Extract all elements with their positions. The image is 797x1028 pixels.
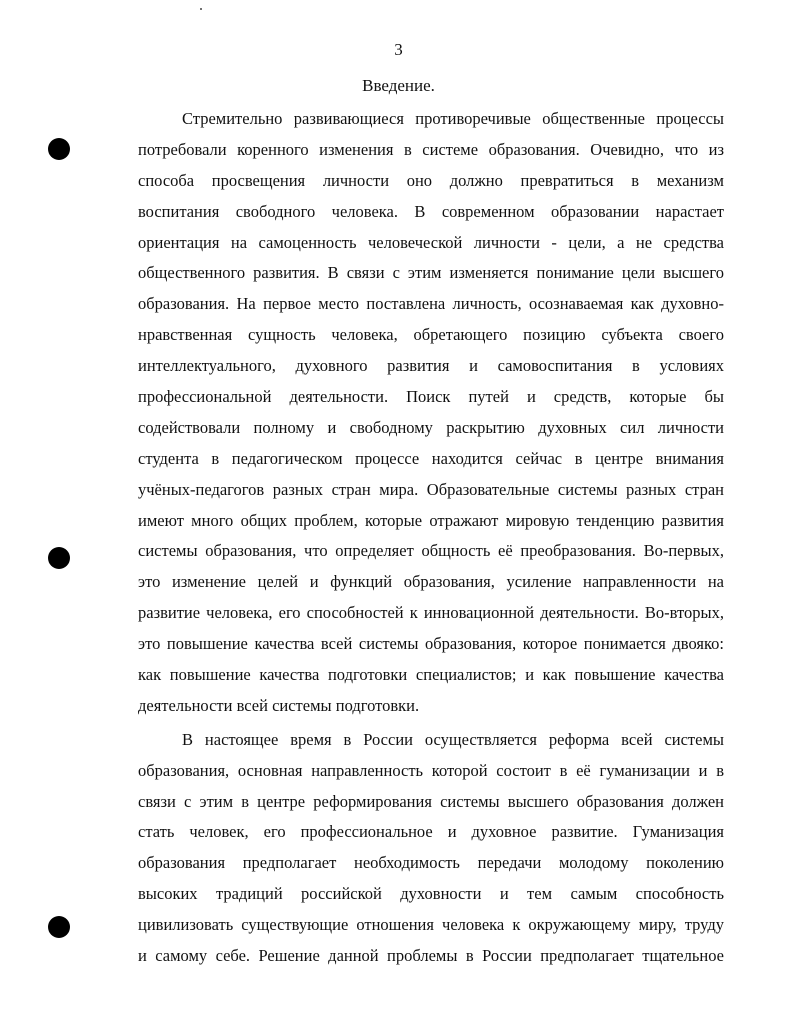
text-line: способа просвещения личности оно должно превратиться в механизм bbox=[138, 170, 724, 190]
section-heading: Введение. bbox=[362, 76, 435, 95]
page-number: 3 bbox=[394, 40, 403, 59]
scan-speck bbox=[200, 8, 202, 10]
text-line: развитие человека, его способностей к инновационной деятельности. Во-вторых, bbox=[138, 603, 724, 623]
text-line: имеют много общих проблем, которые отражают мировую тенденцию развития bbox=[138, 510, 724, 530]
text-line: высоких традиций российской духовности и тем самым способность bbox=[138, 884, 724, 904]
text-line: деятельности всей системы подготовки. bbox=[138, 695, 420, 715]
text-line: учёных-педагогов разных стран мира. Образовательные системы разных стран bbox=[138, 479, 724, 499]
text-line: образования, основная направленность которой состоит в её гуманизации и в bbox=[138, 760, 724, 780]
paragraph-2 bbox=[138, 725, 724, 972]
binder-hole bbox=[48, 138, 70, 160]
text-line: ориентация на самоценность человеческой личности - цели, а не средства bbox=[138, 232, 724, 252]
text-line: нравственная сущность человека, обретающего позицию субъекта своего bbox=[138, 325, 724, 345]
text-line: интеллектуального, духовного развития и самовоспитания в условиях bbox=[138, 356, 724, 376]
text-line: и самому себе. Решение данной проблемы в России предполагает тщательное bbox=[138, 946, 724, 966]
text-line: стать человек, его профессиональное и духовное развитие. Гуманизация bbox=[138, 822, 724, 842]
text-line: это изменение целей и функций образования, усиление направленности на bbox=[138, 572, 724, 592]
text-line: воспитания свободного человека. В современном образовании нарастает bbox=[138, 201, 724, 221]
text-line: потребовали коренного изменения в системе образования. Очевидно, что из bbox=[138, 139, 724, 159]
text-line: образования предполагает необходимость передачи молодому поколению bbox=[138, 853, 724, 873]
text-line: образования. На первое место поставлена личность, осознаваемая как духовно- bbox=[138, 294, 724, 314]
text-line: общественного развития. В связи с этим изменяется понимание цели высшего bbox=[138, 263, 724, 283]
text-line: системы образования, что определяет общность её преобразования. Во-первых, bbox=[138, 541, 724, 561]
text-line: цивилизовать существующие отношения человека к окружающему миру, труду bbox=[138, 915, 724, 935]
binder-hole bbox=[48, 547, 70, 569]
paragraph-1 bbox=[138, 104, 724, 722]
text-line: как повышение качества подготовки специалистов; и как повышение качества bbox=[138, 665, 724, 685]
text-line: содействовали полному и свободному раскрытию духовных сил личности bbox=[138, 417, 724, 437]
binder-hole bbox=[48, 916, 70, 938]
text-line: Стремительно развивающиеся противоречивые общественные процессы bbox=[182, 109, 724, 128]
text-line: профессиональной деятельности. Поиск путей и средств, которые бы bbox=[138, 387, 724, 407]
body-text bbox=[138, 104, 724, 972]
text-line: В настоящее время в России осуществляется реформа всей системы bbox=[182, 729, 724, 749]
text-line: это повышение качества всей системы образования, которое понимается двояко: bbox=[138, 634, 724, 654]
text-line: связи с этим в центре реформирования системы высшего образования должен bbox=[138, 791, 724, 811]
text-line: студента в педагогическом процессе находится сейчас в центре внимания bbox=[138, 448, 724, 468]
